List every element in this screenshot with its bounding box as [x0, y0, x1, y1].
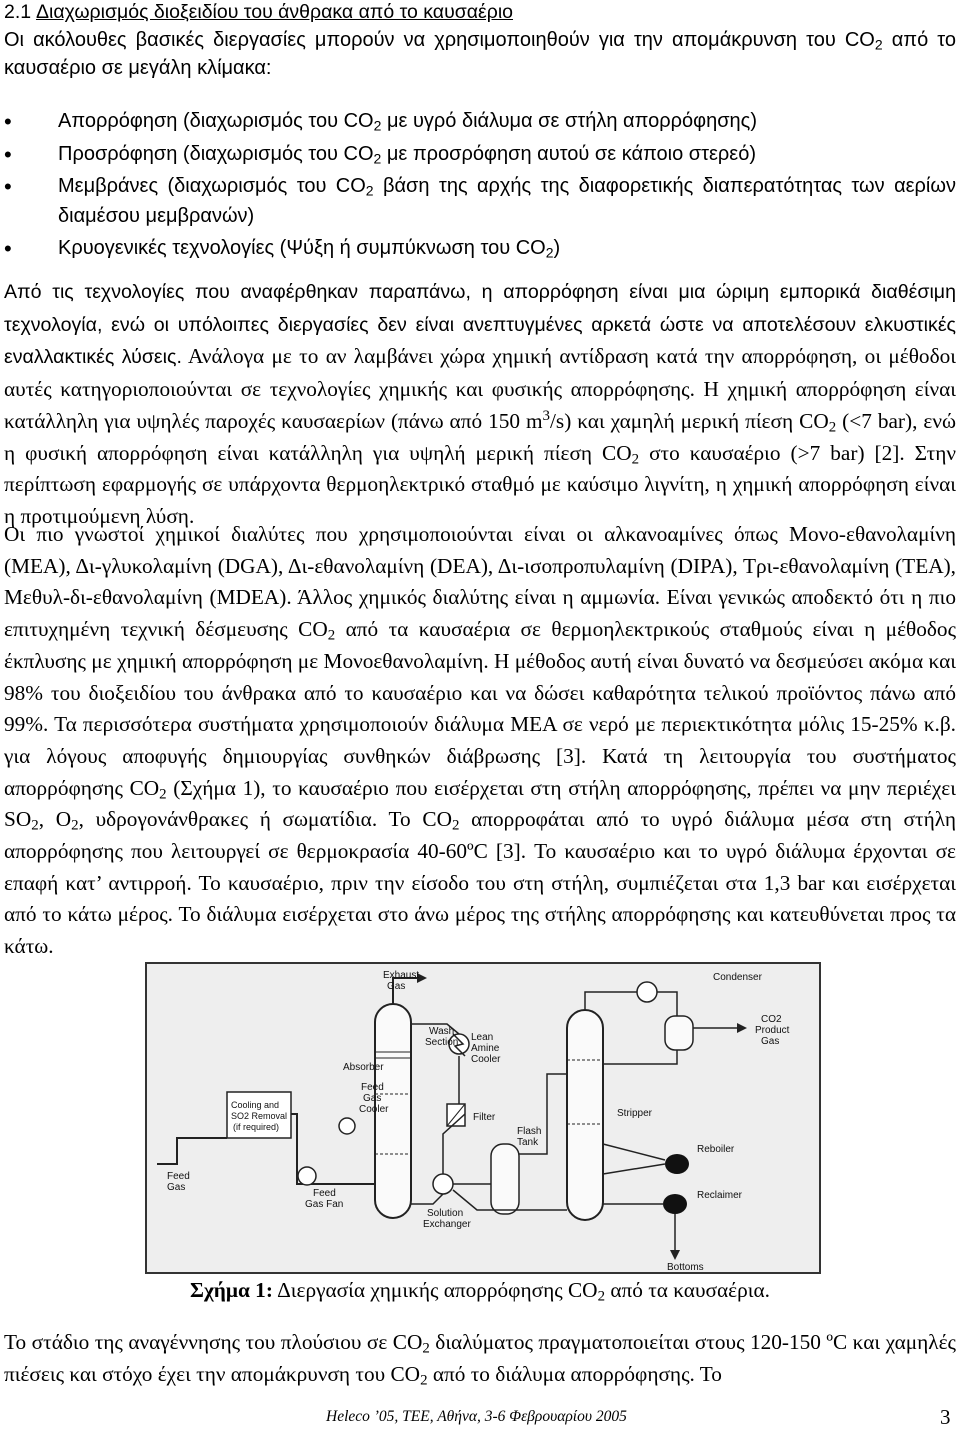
section-number: 2.1: [4, 1, 32, 23]
section-title: Διαχωρισμός διοξειδίου του άνθρακα από το καυσαέριο: [35, 1, 514, 23]
list-item: • Απορρόφηση (διαχωρισμός του $CO_2$ με υγρό διάλυμα σε στήλη απορρόφησης): [4, 107, 956, 137]
stripper-column: [567, 1010, 603, 1220]
paragraph-3: Το στάδιο της αναγέννησης του πλούσιου σε $CO_2$ διαλύματος πραγματοποιείται στους 120-150 ºC και χαμηλές πιέσεις και στόχο έχει την απομάκρυνση του $CO_2$ από το διάλυμα απορρόφησης. Το: [4, 1330, 956, 1389]
exchanger-icon: [433, 1174, 453, 1194]
section-heading: [4, 0, 513, 25]
label-feed-fan: Feed Gas Fan: [305, 1188, 344, 1210]
process-list: [4, 107, 956, 264]
label-absorber: Absorber: [343, 1062, 384, 1073]
label-flash: Flash Tank: [517, 1126, 542, 1148]
cooler-icon: [339, 1118, 355, 1134]
process-flow-svg: [147, 964, 819, 1272]
label-co2: CO2 Product Gas: [755, 1014, 790, 1047]
list-item: • Προσρόφηση (διαχωρισμός του $CO_2$ με προσρόφηση αυτού σε κάποιο στερεό): [4, 140, 956, 170]
reclaimer-icon: [663, 1194, 687, 1214]
label-stripper: Stripper: [617, 1108, 653, 1119]
label-filter: Filter: [473, 1112, 496, 1123]
flash-tank: [491, 1144, 519, 1214]
label-feed-cooler: Feed Gas Cooler: [359, 1082, 389, 1115]
figure-caption: Σχήμα 1: Διεργασία χημικής απορρόφησης $CO_2$ από τα καυσαέρια.: [190, 1278, 770, 1305]
list-item: • Κρυογενικές τεχνολογίες (Ψύξη ή συμπύκνωση του $CO_2$): [4, 234, 956, 264]
label-condenser: Condenser: [713, 972, 762, 983]
label-bottoms: Bottoms: [667, 1262, 704, 1272]
paragraph-1: Από τις τεχνολογίες που αναφέρθηκαν παραπάνω, η απορρόφηση είναι μια ώριμη εμπορικά διαθέσιμη τεχνολογία, ενώ οι υπόλοιπες διεργασίες δεν είναι ανεπτυγμένες αρκετά ώστε να αποτελέσουν ελκυστικές εναλλακτικές λύσεις. Ανάλογα με το αν λαμβάνει χώρα χημική αντίδραση κατά την απορρόφηση, οι μέθοδοι αυτές κατηγοριοποιούνται σε τεχνολογίες χημικής και φυσικής απορρόφησης. Η χημική απορρόφηση είναι κατάλληλη για υψηλές παροχές καυσαερίων (πάνω από 150 $m^3/s$) και χαμηλή μερική πίεση $CO_2$ (<7 bar), ενώ η φυσική απορρόφηση είναι κατάλληλη για υψηλή μερική πίεση $CO_2$ στο καυσαέριο (>7 bar) [2]. Στην περίπτωση εφαρμογής σε υπάρχοντα θερμοηλεκτρικό σταθμό με καύσιμο λιγνίτη, η χημική απορρόφηση είναι η προτιμούμενη λύση.: [4, 281, 956, 528]
label-exhaust: Exhaust Gas: [383, 970, 420, 992]
page-footer: Heleco ’05, ΤΕΕ, Αθήνα, 3-6 Φεβρουαρίου 2005: [326, 1408, 627, 1425]
label-feed-gas: Feed Gas: [167, 1171, 190, 1193]
process-diagram: [145, 962, 821, 1274]
page-number: 3: [940, 1405, 951, 1429]
label-solution: Solution Exchanger: [423, 1208, 471, 1230]
label-reclaimer: Reclaimer: [697, 1190, 743, 1201]
fan-icon: [298, 1167, 316, 1185]
label-wash: Wash Section: [425, 1026, 459, 1048]
intro-paragraph: Οι ακόλουθες βασικές διεργασίες μπορούν να χρησιμοποιηθούν για την απομάκρυνση του $CO_2$ από το καυσαέριο σε μεγάλη κλίμακα:: [4, 29, 956, 79]
label-cooling: Cooling and SO2 Removal (if required): [231, 1100, 288, 1132]
reboiler-icon: [665, 1154, 689, 1174]
list-item: • Μεμβράνες (διαχωρισμός του $CO_2$ βάση της αρχής της διαφορετικής διαπερατότητας των αερίων διαμέσου μεμβρανών): [4, 172, 956, 231]
paragraph-2: Οι πιο γνωστοί χημικοί διαλύτες που χρησιμοποιούνται είναι οι αλκανοαμίνες όπως Μονο-εθανολαμίνη (MEA), Δι-γλυκολαμίνη (DGA), Δι-εθανολαμίνη (DEA), Δι-ισοπροπυλαμίνη (DIPA), Τρι-εθανολαμίνη (TEA), Μεθυλ-δι-εθανολαμίνη (MDEA). Άλλος χημικός διαλύτης είναι η αμμωνία. Είναι γενικώς αποδεκτό ότι η πιο επιτυχημένη τεχνική δέσμευσης $CO_2$ από τα καυσαέρια σε θερμοηλεκτρικούς σταθμούς είναι η μέθοδος έκπλυσης με χημική απορρόφηση με Μονοεθανολαμίνη. Η μέθοδος αυτή είναι δυνατό να δεσμεύσει ακόμα και 98% του διοξειδίου του άνθρακα από το καυσαέριο και να δώσει καθαρότητα τελικού προϊόντος πάνω από 99%. Τα περισσότερα συστήματα χρησιμοποιούν διάλυμα MEA σε νερό με περιεκτικότητα μόλις 15-25% κ.β. για λόγους αποφυγής δημιουργίας συνθηκών διάβρωσης [3]. Κατά τη λειτουργία του συστήματος απορρόφησης $CO_2$ (Σχήμα 1), το καυσαέριο που εισέρχεται στη στήλη απορρόφησης, πρέπει να μην περιέχει $SO_2$, $O_2$, υδρογονάνθρακες ή σωματίδια. Το $CO_2$ απορροφάται από το υγρό διάλυμα μέσα στη στήλη απορρόφησης που λειτουργεί σε θερμοκρασία 40-60ºC [3]. Το καυσαέριο και το υγρό διάλυμα έρχονται σε επαφή κατ’ αντιρροή. Το καυσαέριο, πριν την είσοδο του στη στήλη, συμπιέζεται στα 1,3 bar και εισέρχεται από το κάτω μέρος. Το διάλυμα εισέρχεται στο άνω μέρος της στήλης απορρόφησης και κατευθύνεται προς τα κάτω.: [4, 522, 957, 959]
label-lean: Lean Amine Cooler: [471, 1032, 501, 1065]
condenser-icon: [637, 982, 657, 1002]
reflux-drum: [665, 1016, 693, 1050]
label-reboiler: Reboiler: [697, 1144, 735, 1155]
